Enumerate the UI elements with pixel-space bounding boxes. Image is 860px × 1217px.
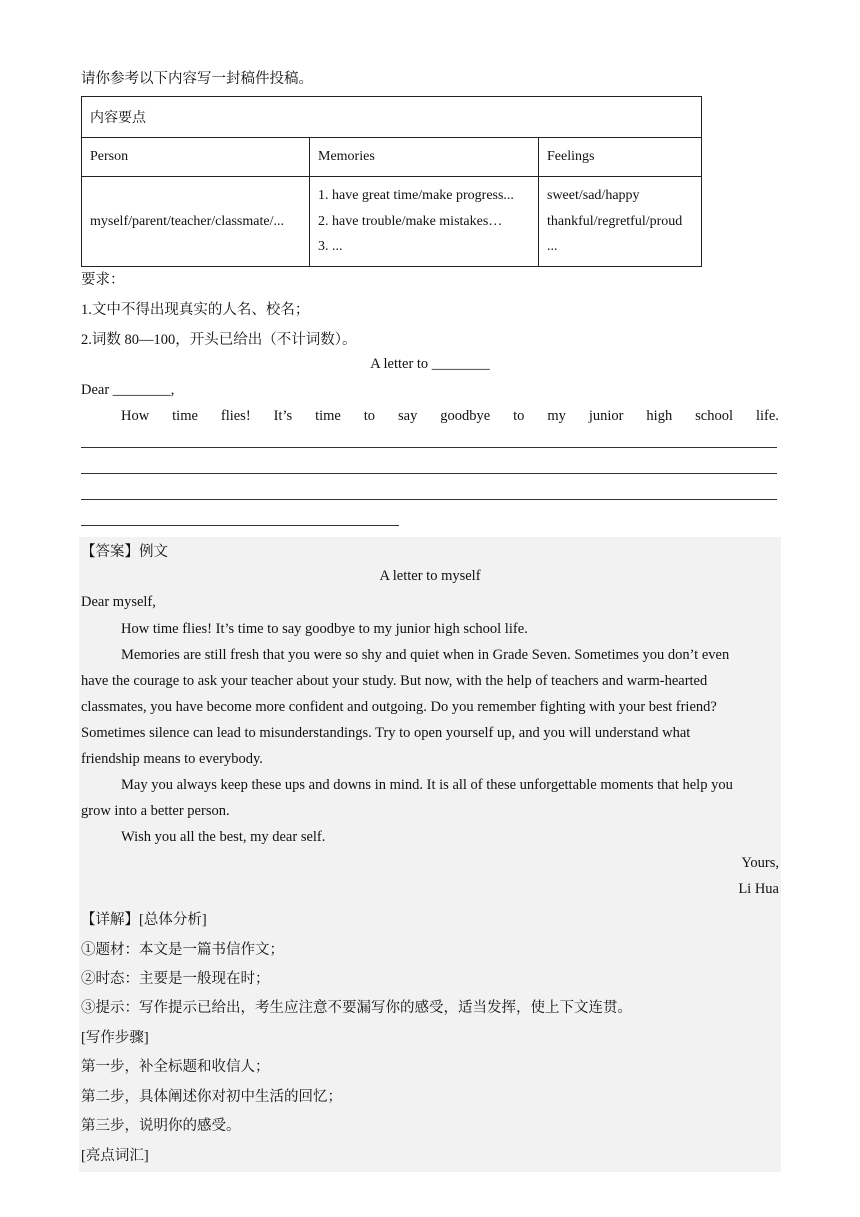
word: to [363, 408, 376, 424]
feeling-item: thankful/regretful/proud [547, 213, 683, 229]
memory-item: 2. have trouble/make mistakes… [318, 213, 503, 229]
cell-memories [310, 177, 539, 267]
answer-paragraph [81, 642, 779, 772]
paragraph-line: have the courage to ask your teacher about your study. But now, with the help of teachers and warm-hearted [81, 673, 708, 689]
answer-title: A letter to myself [379, 568, 481, 584]
requirements-title: 要求： [81, 272, 125, 288]
step-item: 第一步，补全标题和收信人； [81, 1059, 270, 1075]
cell-person: myself/parent/teacher/classmate/... [82, 177, 310, 267]
answer-paragraph: How time flies! It’s time to say goodbye to my junior high school life. [121, 621, 528, 637]
prompt-title: A letter to ________ [370, 356, 490, 372]
table-heading: 内容要点 [82, 97, 702, 138]
paragraph-line: Memories are still fresh that you were so shy and quiet when in Grade Seven. Sometimes you don’t even [121, 647, 730, 663]
intro-text: 请你参考以下内容写一封稿件投稿。 [81, 71, 313, 87]
cell-feelings [539, 177, 702, 267]
answer-paragraph [81, 772, 779, 824]
prompt-salutation: Dear ________, [81, 382, 175, 398]
word: life. [755, 408, 779, 424]
requirement-item: 1.文中不得出现真实的人名、校名； [81, 302, 310, 318]
header-memories: Memories [310, 138, 539, 177]
analysis-point: ②时态：主要是一般现在时； [81, 971, 270, 987]
word: say [398, 408, 418, 424]
answer-salutation: Dear myself, [81, 594, 156, 610]
answer-signature: Li Hua [738, 881, 779, 897]
word: to [513, 408, 525, 424]
content-points-table [81, 96, 702, 267]
word: goodbye [440, 408, 491, 424]
writing-blank-line [81, 473, 777, 474]
header-person: Person [82, 138, 310, 177]
paragraph-line: friendship means to everybody. [81, 751, 263, 767]
requirement-item: 2.词数 80—100，开头已给出（不计词数）。 [81, 332, 357, 348]
word: my [547, 408, 566, 424]
word: time [172, 408, 198, 424]
answer-paragraph: Wish you all the best, my dear self. [121, 829, 326, 845]
word: How [121, 408, 150, 424]
writing-blank-line [81, 499, 777, 500]
writing-blank-line [81, 525, 399, 526]
paragraph-line: Sometimes silence can lead to misunderstandings. Try to open yourself up, and you will understand what [81, 725, 691, 741]
memory-item: 1. have great time/make progress... [318, 188, 514, 204]
word: It’s [273, 408, 293, 424]
answer-closing: Yours, [741, 855, 779, 871]
step-item: 第二步，具体阐述你对初中生活的回忆； [81, 1089, 342, 1105]
steps-title: [写作步骤] [81, 1030, 149, 1046]
word: school [695, 408, 733, 424]
feeling-item: sweet/sad/happy [547, 188, 640, 204]
analysis-label: 【详解】[总体分析] [81, 912, 207, 928]
word: flies! [220, 408, 251, 424]
writing-blank-line [81, 447, 777, 448]
analysis-point: ③提示：写作提示已给出，考生应注意不要漏写你的感受，适当发挥，使上下文连贯。 [81, 1000, 632, 1016]
memory-item: 3. ... [318, 239, 343, 255]
paragraph-line: May you always keep these ups and downs in mind. It is all of these unforgettable moments that help you [121, 777, 733, 793]
paragraph-line: grow into a better person. [81, 803, 230, 819]
prompt-first-line [81, 408, 779, 425]
analysis-point: ①题材：本文是一篇书信作文； [81, 942, 284, 958]
word: time [315, 408, 341, 424]
paragraph-line: classmates, you have become more confident and outgoing. Do you remember fighting with your best friend? [81, 699, 717, 715]
answer-label: 【答案】例文 [81, 544, 168, 560]
vocab-title: [亮点词汇] [81, 1148, 149, 1164]
feeling-item: ... [547, 239, 558, 255]
word: junior [588, 408, 624, 424]
word: high [646, 408, 673, 424]
header-feelings: Feelings [539, 138, 702, 177]
step-item: 第三步，说明你的感受。 [81, 1118, 241, 1134]
